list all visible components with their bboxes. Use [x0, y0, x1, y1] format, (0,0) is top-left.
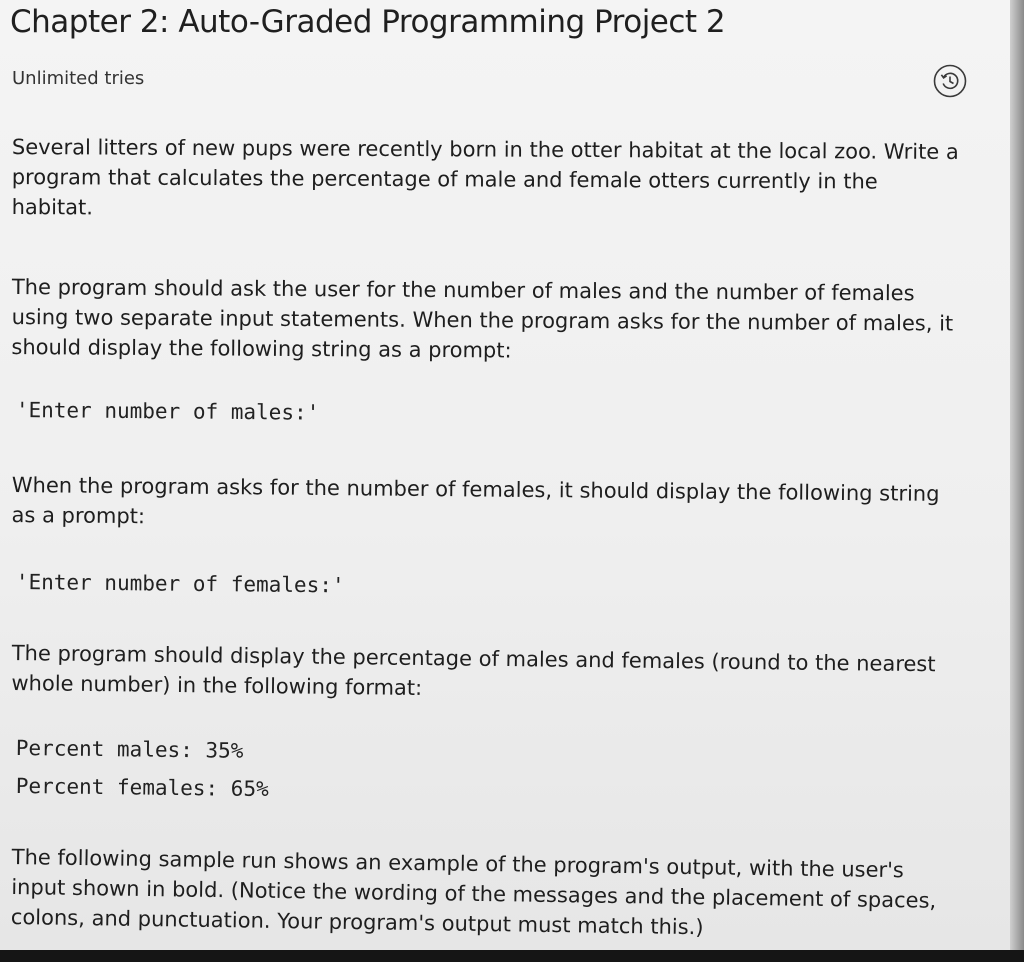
description-paragraph-3: When the program asks for the number of females, it should display the following string as a prompt: — [11, 472, 940, 529]
screen-bezel-right — [1010, 0, 1024, 962]
code-output-females: Percent females: 65% — [15, 774, 269, 802]
description-paragraph-4: The program should display the percentage of males and females (round to the nearest whole number) in the following format: — [11, 640, 936, 701]
description-paragraph-1: Several litters of new pups were recently born in the otter habitat at the local zoo. Write a program that calculates the percentage of male and female otters currently in the habitat. — [11, 134, 959, 220]
page-title: Chapter 2: Auto-Graded Programming Project 2 — [10, 4, 726, 40]
history-clock-icon — [933, 64, 967, 98]
tries-label: Unlimited tries — [12, 68, 145, 89]
code-prompt-females: 'Enter number of females:' — [15, 570, 345, 598]
description-paragraph-5: The following sample run shows an example of the program's output, with the user's input shown in bold. (Notice the wording of the messages and the placement of spaces, colons, and punctuation. Your program's output must match this.) — [10, 844, 937, 940]
code-prompt-males: 'Enter number of males:' — [15, 398, 320, 425]
description-paragraph-2: The program should ask the user for the number of males and the number of females using two separate input statements. When the program asks for the number of males, it should display the following string as a prompt: — [11, 274, 954, 363]
history-button[interactable] — [933, 64, 967, 98]
code-output-males: Percent males: 35% — [15, 736, 244, 763]
screen-bezel-bottom — [0, 950, 1024, 962]
